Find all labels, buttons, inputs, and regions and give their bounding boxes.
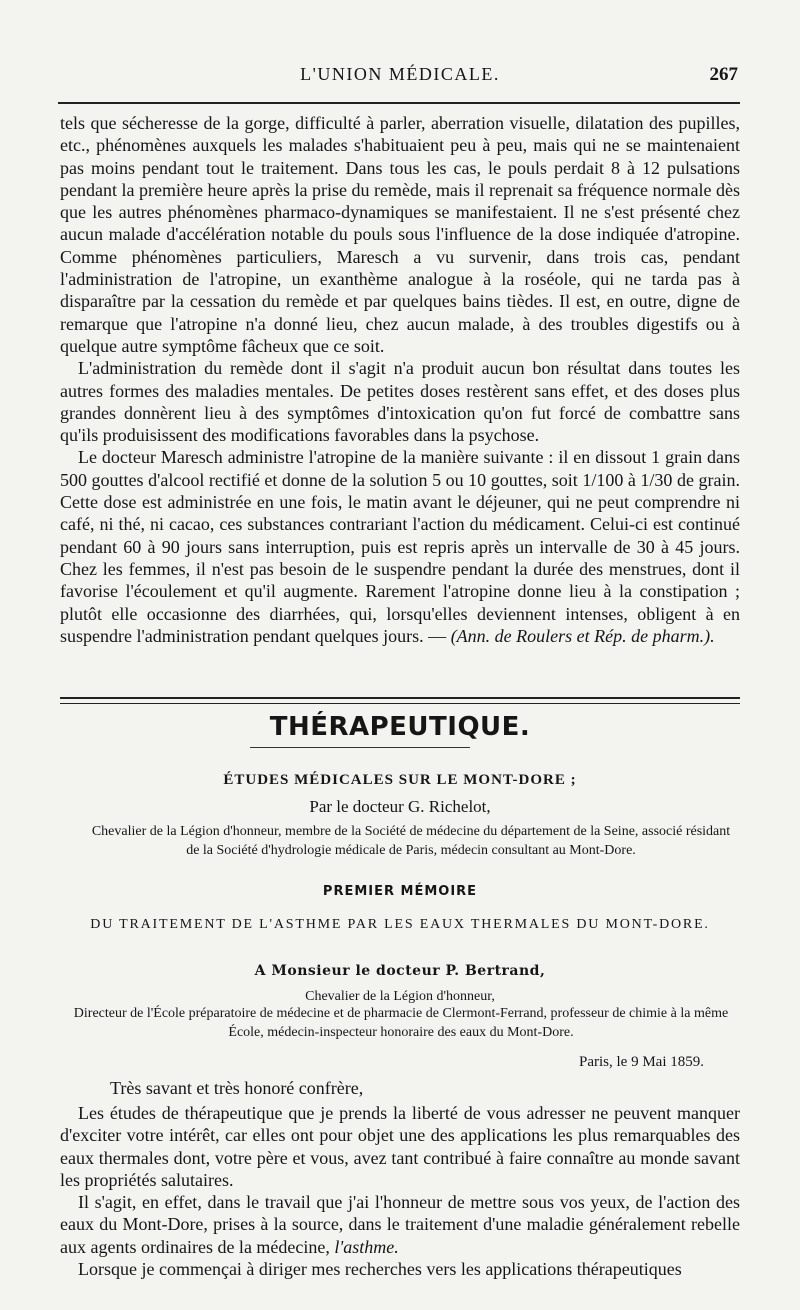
paragraph: Lorsque je commençai à diriger mes recherches vers les applications thérapeutiques bbox=[78, 1259, 682, 1280]
source-citation: (Ann. de Roulers et Rép. de pharm.). bbox=[450, 625, 715, 646]
paragraph bbox=[60, 1191, 740, 1258]
memoir-heading: PREMIER MÉMOIRE bbox=[322, 884, 478, 899]
section-divider bbox=[60, 697, 740, 704]
paragraph-text: Le docteur Maresch administre l'atropine de la manière suivante : il en dissout 1 grain dans 500 gouttes d'alcool rectifié et donne de la solution 5 ou 10 gouttes, soit 1/100 à 1/30 de grain. Cette dose est administrée en une fois, le matin avant le déjeuner, qui ne peut comprendre ni café, ni thé, ni cacao, ces substances contrariant l'action du médicament. Celui-ci est continué pendant 60 à 90 jours sans interruption, puis est repris après un intervalle de 30 à 45 jours. Chez les femmes, il n'est pas besoin de le suspendre pendant la durée des menstrues, dont il favorise l'écoulement et qu'il augmente. Rarement l'atropine donne lieu à la constipation ; plutôt elle occasionne des diarrhées, qui, lorsqu'elles deviennent intenses, obligent à en suspendre l'administration pendant quelques jours. — bbox=[60, 447, 740, 646]
salutation: Très savant et très honoré confrère, bbox=[110, 1078, 364, 1098]
letter-body bbox=[60, 1102, 740, 1280]
running-title: L'UNION MÉDICALE. bbox=[300, 64, 500, 84]
memoir-title: DU TRAITEMENT DE L'ASTHME PAR LES EAUX THERMALES DU MONT-DORE. bbox=[90, 917, 710, 932]
continued-article bbox=[60, 112, 740, 647]
running-head bbox=[60, 60, 740, 88]
paragraph-text: Il s'agit, en effet, dans le travail que j'ai l'honneur de mettre sous vos yeux, de l'action des eaux du Mont-Dore, prises à la source, dans le traitement d'une maladie généralement rebelle aux agents ordinaires de la médecine, bbox=[60, 1192, 740, 1257]
paragraph: L'administration du remède dont il s'agit n'a produit aucun bon résultat dans toutes les autres formes des maladies mentales. De petites doses restèrent sans effet, et des doses plus grandes donnèrent lieu à des symptômes d'intoxication qu'on fut forcé de combattre sans qu'ils produisissent des modifications favorables dans la psychose. bbox=[60, 358, 740, 446]
dedicatee-credentials: Directeur de l'École préparatoire de médecine et de pharmacie de Clermont-Ferrand, professeur de chimie à la même École, médecin-inspecteur honoraire des eaux du Mont-Dore. bbox=[73, 1006, 729, 1040]
section-title: THÉRAPEUTIQUE. bbox=[269, 712, 531, 742]
article-subtitle: ÉTUDES MÉDICALES SUR LE MONT-DORE ; bbox=[223, 772, 577, 788]
paragraph: tels que sécheresse de la gorge, difficulté à parler, aberration visuelle, dilatation des pupilles, etc., phénomènes auxquels les malades s'habituaient peu à peu, mais qui ne se maintenaient pas moins pendant tout le traitement. Dans tous les cas, le pouls perdait 8 à 12 pulsations pendant la première heure après la prise du remède, mais il reprenait sa fréquence normale dès que les autres phénomènes pharmaco-dynamiques se manifestaient. Il ne s'est présenté chez aucun malade d'accélération notable du pouls sous l'influence de la dose indiquée d'atropine. Comme phénomènes particuliers, Maresch a vu survenir, dans trois cas, pendant l'administration de l'atropine, un exanthème analogue à la roséole, qui ne tarda pas à disparaître par la cessation du remède et par quelques bains tièdes. Il est, en outre, digne de remarque que l'atropine n'a donné lieu, chez aucun malade, à des troubles digestifs ou à quelque autre symptôme fâcheux que ce soit. bbox=[60, 113, 740, 356]
page-number: 267 bbox=[709, 64, 738, 85]
author-line: Par le docteur G. Richelot, bbox=[309, 797, 491, 816]
paragraph: Les études de thérapeutique que je prends la liberté de vous adresser ne peuvent manquer d'exciter votre intérêt, car elles ont pour objet une des applications les plus remarquables des eaux thermales dont, votre père et vous, avez tant contribué à faire connaître au monde savant les propriétés salutaires. bbox=[60, 1103, 740, 1190]
emphasis-asthme: l'asthme. bbox=[334, 1236, 399, 1257]
letter-date: Paris, le 9 Mai 1859. bbox=[579, 1054, 704, 1070]
dedication: A Monsieur le docteur P. Bertrand, bbox=[254, 963, 546, 979]
paragraph bbox=[60, 446, 740, 647]
dedicatee-title: Chevalier de la Légion d'honneur, bbox=[305, 989, 495, 1004]
header-rule bbox=[58, 102, 740, 104]
title-underline bbox=[250, 747, 470, 748]
author-credentials: Chevalier de la Légion d'honneur, membre de la Société de médecine du département de la Seine, associé résidant de la Société d'hydrologie médicale de Paris, médecin consultant au Mont-Dore. bbox=[91, 824, 731, 858]
